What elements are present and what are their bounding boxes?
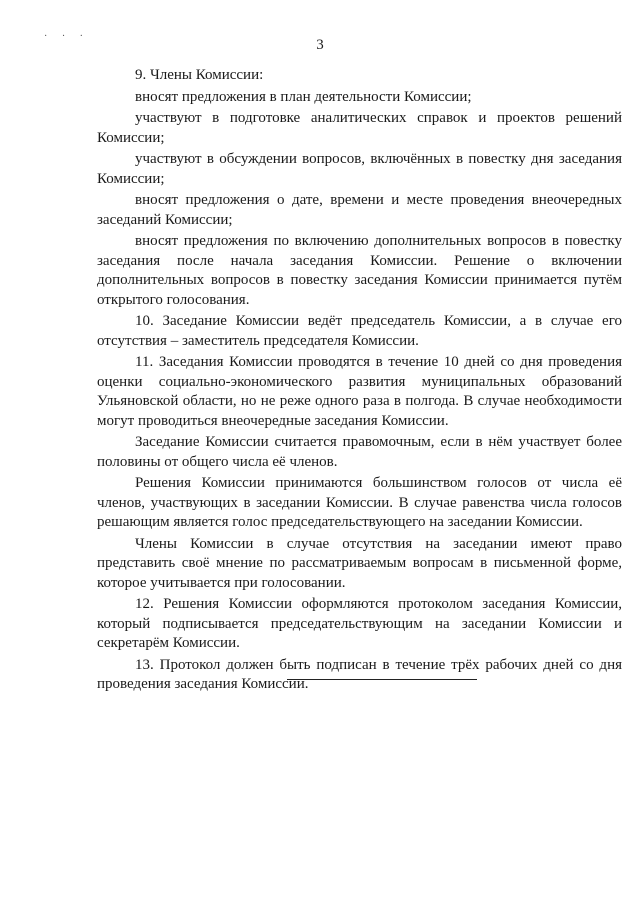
paragraph: участвуют в подготовке аналитических справок и проектов решений Комиссии; <box>97 110 622 146</box>
paragraph: вносят предложения в план деятельности Комиссии; <box>135 88 472 105</box>
paragraph: участвуют в обсуждении вопросов, включённых в повестку дня заседания Комиссии; <box>97 151 622 187</box>
document-body <box>97 66 622 697</box>
end-of-document-rule <box>287 679 477 680</box>
paragraph: вносят предложения о дате, времени и месте проведения внеочередных заседаний Комиссии; <box>97 192 622 228</box>
page-number: 3 <box>316 37 324 53</box>
paragraph: вносят предложения по включению дополнительных вопросов в повестку заседания после начала заседания Комиссии. Решение о включении дополнительных вопросов в повестку заседания Комиссии принимается путём открытого голосования. <box>97 233 622 308</box>
paragraph: 12. Решения Комиссии оформляются протоколом заседания Комиссии, который подписывается председательствующим на заседании Комиссии и секретарём Комиссии. <box>97 596 622 651</box>
paragraph: 9. Члены Комиссии: <box>135 67 264 83</box>
paragraph: 13. Протокол должен быть подписан в течение трёх рабочих дней со дня проведения заседания Комиссии. <box>97 656 622 692</box>
scan-specks: · · · <box>44 31 89 42</box>
paragraph: Решения Комиссии принимаются большинством голосов от числа её членов, участвующих в заседании Комиссии. В случае равенства числа голосов решающим является голос председательствующего на заседании Комиссии. <box>97 475 622 530</box>
paragraph: 11. Заседания Комиссии проводятся в течение 10 дней со дня проведения оценки социально-экономического развития муниципальных образований Ульяновской области, но не реже одного раза в полгода. В случае необходимости могут проводиться внеочередные заседания Комиссии. <box>97 354 622 429</box>
paragraph: Заседание Комиссии считается правомочным, если в нём участвует более половины от общего числа её членов. <box>97 434 622 470</box>
paragraph: Члены Комиссии в случае отсутствия на заседании имеют право представить своё мнение по рассматриваемым вопросам в письменной форме, которое учитывается при голосовании. <box>97 535 622 591</box>
paragraph: 10. Заседание Комиссии ведёт председатель Комиссии, а в случае его отсутствия – заместитель председателя Комиссии. <box>97 313 622 349</box>
